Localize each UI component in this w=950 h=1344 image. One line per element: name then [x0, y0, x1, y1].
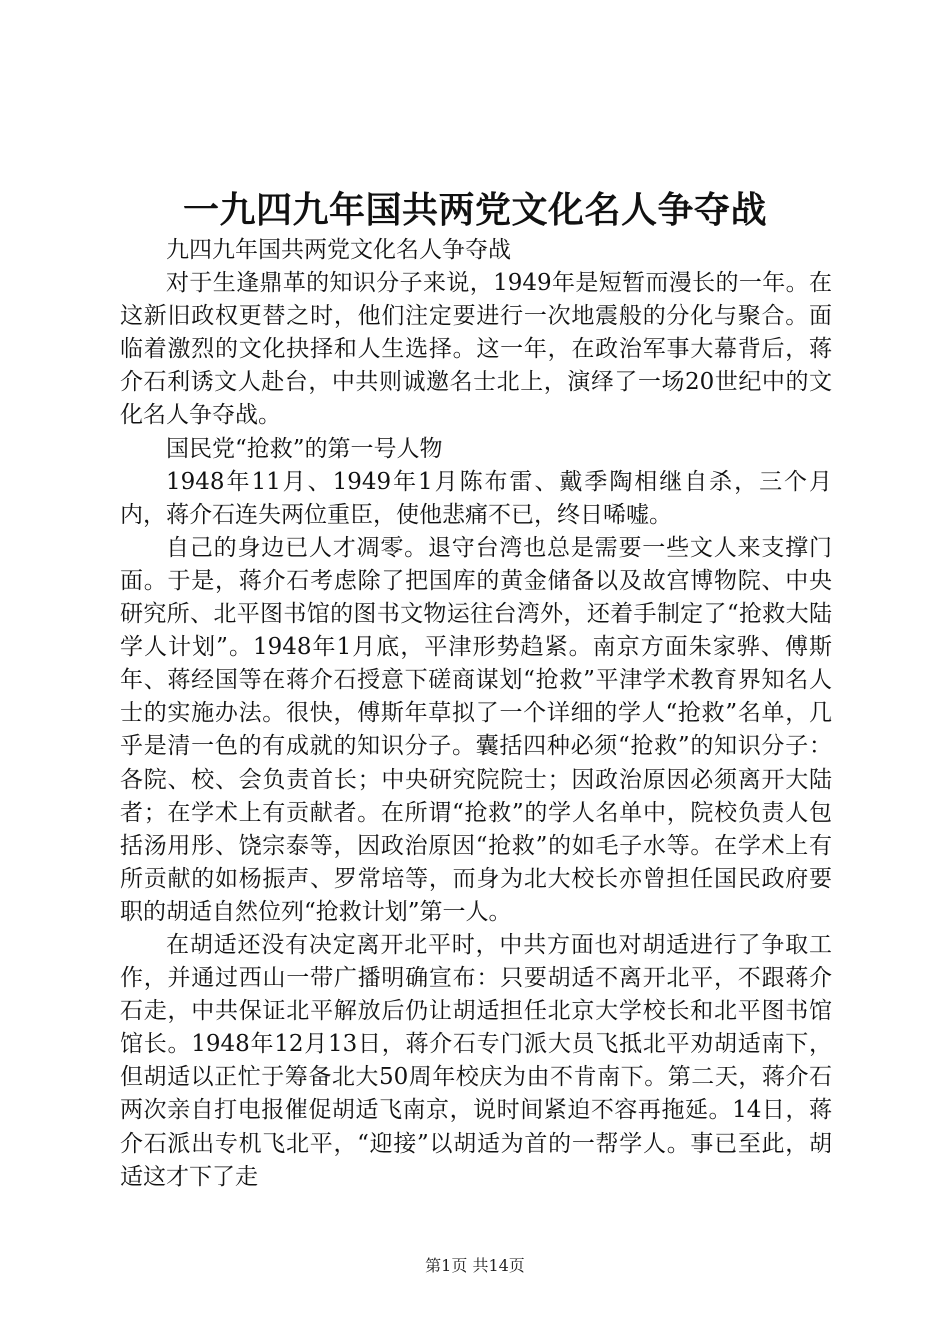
document-title: 一九四九年国共两党文化名人争夺战 — [182, 189, 767, 231]
page-number-footer: 第1页 共14页 — [425, 1256, 525, 1275]
body-paragraph: 自己的身边已人才凋零。退守台湾也总是需要一些文人来支撑门面。于是，蒋介石考虑除了把国库的黄金储备以及故宫博物院、中央研究所、北平图书馆的图书文物运往台湾外，还着手制定了“抢救大陆学人计划”。1948年1月底，平津形势趋紧。南京方面朱家骅、傅斯年、蒋经国等在蒋介石授意下磋商谋划“抢救”平津学术教育界知名人士的实施办法。很快，傅斯年草拟了一个详细的学人“抢救”名单，几乎是清一色的有成就的知识分子。囊括四种必须“抢救”的知识分子：各院、校、会负责首长；中央研究院院士；因政治原因必须离开大陆者；在学术上有贡献者。在所谓“抢救”的学人名单中，院校负责人包括汤用彤、饶宗泰等，因政治原因“抢救”的如毛子水等。在学术上有所贡献的如杨振声、罗常培等，而身为北大校长亦曾担任国民政府要职的胡适自然位列“抢救计划”第一人。 — [120, 534, 832, 925]
section-heading: 国民党“抢救”的第一号人物 — [166, 435, 443, 462]
body-paragraph: 在胡适还没有决定离开北平时，中共方面也对胡适进行了争取工作，并通过西山一带广播明确宣布：只要胡适不离开北平，不跟蒋介石走，中共保证北平解放后仍让胡适担任北京大学校长和北平图书馆馆长。1948年12月13日，蒋介石专门派大员飞抵北平劝胡适南下，但胡适以正忙于筹备北大50周年校庆为由不肯南下。第二天，蒋介石两次亲自打电报催促胡适飞南京，说时间紧迫不容再拖延。14日，蒋介石派出专机飞北平，“迎接”以胡适为首的一帮学人。事已至此，胡适这才下了走 — [120, 931, 832, 1190]
body-paragraph: 1948年11月、1949年1月陈布雷、戴季陶相继自杀，三个月内，蒋介石连失两位重臣，使他悲痛不已，终日唏嘘。 — [120, 468, 832, 528]
intro-paragraph: 对于生逢鼎革的知识分子来说，1949年是短暂而漫长的一年。在这新旧政权更替之时，他们注定要进行一次地震般的分化与聚合。面临着激烈的文化抉择和人生选择。这一年，在政治军事大幕背后，蒋介石利诱文人赴台，中共则诚邀名士北上，演绎了一场20世纪中的文化名人争夺战。 — [120, 270, 832, 429]
document-body — [120, 234, 832, 1194]
subtitle-paragraph: 九四九年国共两党文化名人争夺战 — [166, 237, 511, 263]
